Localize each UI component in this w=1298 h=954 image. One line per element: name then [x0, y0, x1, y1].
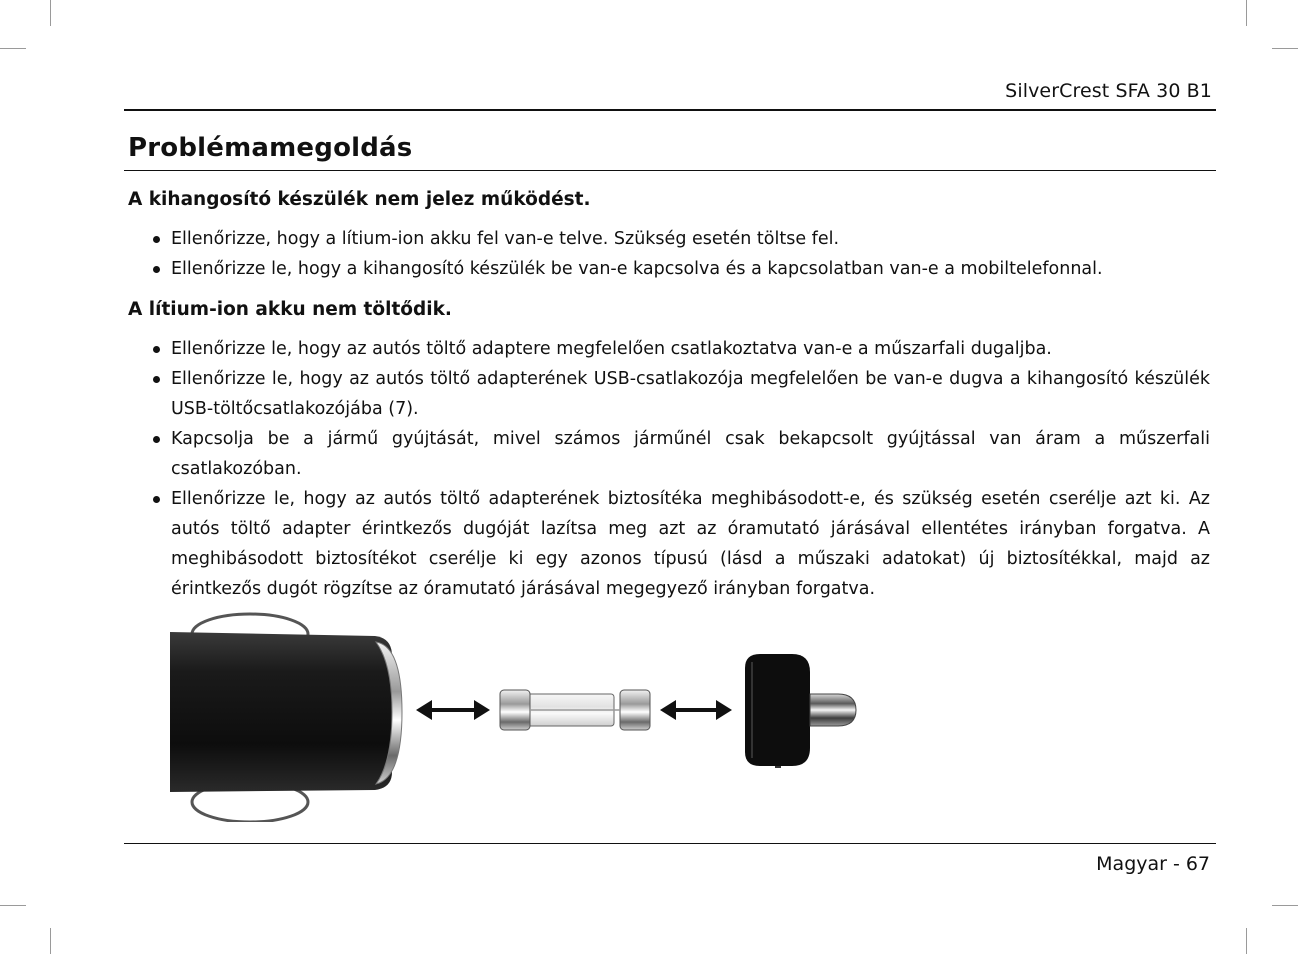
fuse-replacement-illustration: [170, 612, 870, 822]
list-item: Ellenőrizze le, hogy a kihangosító készülék be van-e kapcsolva és a kapcsolatban van-e a mobiltelefonnal.: [128, 254, 1210, 284]
double-arrow: [416, 700, 490, 720]
list-item: Ellenőrizze le, hogy az autós töltő adapterének biztosítéka meghibásodott-e, és szükség esetén cserélje azt ki. Az autós töltő adapter érintkezős dugóját lazítsa meg azt az óramutató járásával ellentétes irányban forgatva. A meghibásodott biztosítékot cserélje ki egy azonos típusú (lásd a műszaki adatokat) új biztosítékkal, majd az érintkezős dugót rögzítse az óramutató járásával megegyező irányban forgatva.: [128, 484, 1210, 604]
crop-mark: [1246, 0, 1247, 26]
footer-separator: -: [1172, 853, 1180, 875]
car-adapter: [170, 614, 402, 822]
crop-mark: [1246, 928, 1247, 954]
title-rule: [124, 170, 1216, 171]
crop-mark: [50, 0, 51, 26]
crop-mark: [1272, 905, 1298, 906]
footer-language: Magyar: [1096, 853, 1167, 875]
list-item: Kapcsolja be a jármű gyújtását, mivel számos járműnél csak bekapcsolt gyújtással van áram a műszerfali csatlakozóban.: [128, 424, 1210, 484]
page-footer: [1096, 853, 1210, 875]
section-no-function: [128, 188, 1210, 284]
fuse: [500, 690, 650, 730]
running-header: SilverCrest SFA 30 B1: [1005, 80, 1212, 102]
crop-mark: [50, 928, 51, 954]
crop-mark: [0, 48, 26, 49]
section-heading: A lítium-ion akku nem töltődik.: [128, 299, 452, 320]
crop-mark: [0, 905, 26, 906]
page-title: Problémamegoldás: [128, 133, 413, 163]
crop-mark: [1272, 48, 1298, 49]
section-heading: A kihangosító készülék nem jelez működést.: [128, 189, 591, 210]
contact-plug: [745, 654, 856, 768]
section-not-charging: [128, 298, 1210, 604]
bullet-list: [128, 224, 1210, 284]
page-number: 67: [1185, 853, 1210, 875]
bullet-list: [128, 334, 1210, 604]
list-item: Ellenőrizze, hogy a lítium-ion akku fel van-e telve. Szükség esetén töltse fel.: [128, 224, 1210, 254]
list-item: Ellenőrizze le, hogy az autós töltő adapterének USB-csatlakozója megfelelően be van-e dugva a kihangosító készülék USB-töltőcsatlakozójába (7).: [128, 364, 1210, 424]
footer-rule: [124, 843, 1216, 844]
header-rule: [124, 109, 1216, 111]
double-arrow: [660, 700, 732, 720]
list-item: Ellenőrizze le, hogy az autós töltő adaptere megfelelően csatlakoztatva van-e a műszarfali dugaljba.: [128, 334, 1210, 364]
